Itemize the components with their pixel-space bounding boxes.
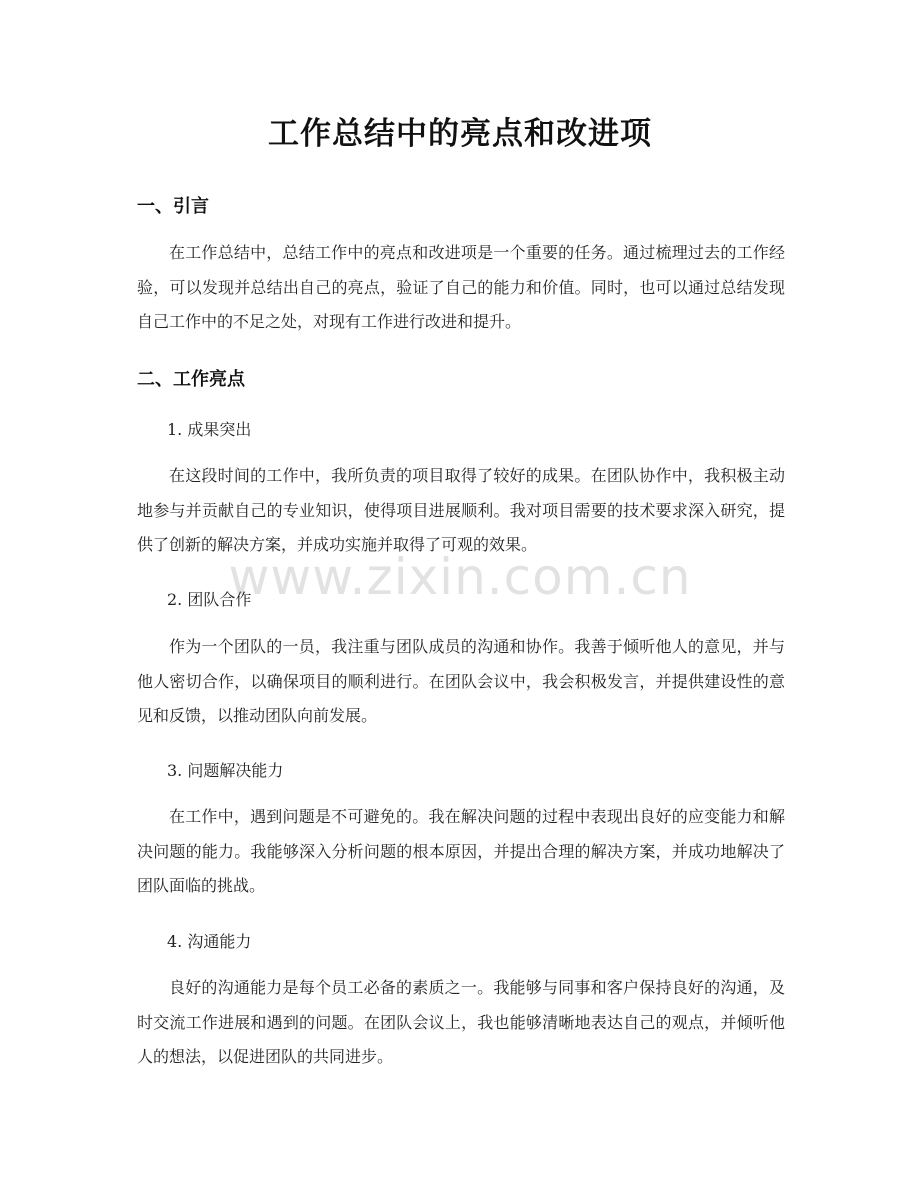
highlight-paragraph-3: 在工作中，遇到问题是不可避免的。我在解决问题的过程中表现出良好的应变能力和解决问题的能力。我能够深入分析问题的根本原因，并提出合理的解决方案，并成功地解决了团队面临的挑战。 [137,807,785,895]
page-title: 工作总结中的亮点和改进项 [268,116,652,152]
watermark: www.zixin.com.cn [228,548,692,606]
highlight-label-3: 3. 问题解决能力 [167,761,284,780]
highlight-label-4: 4. 沟通能力 [167,932,252,951]
highlight-label-2: 2. 团队合作 [167,590,252,609]
highlight-paragraph-4: 良好的沟通能力是每个员工必备的素质之一。我能够与同事和客户保持良好的沟通，及时交流工作进展和遇到的问题。在团队会议上，我也能够清晰地表达自己的观点，并倾听他人的想法，以促进团队的共同进步。 [137,978,785,1066]
section-heading-intro: 一、引言 [137,196,209,217]
intro-paragraph: 在工作总结中，总结工作中的亮点和改进项是一个重要的任务。通过梳理过去的工作经验，可以发现并总结出自己的亮点，验证了自己的能力和价值。同时，也可以通过总结发现自己工作中的不足之处，对现有工作进行改进和提升。 [137,243,785,331]
section-heading-highlights: 二、工作亮点 [137,369,245,390]
highlight-paragraph-1: 在这段时间的工作中，我所负责的项目取得了较好的成果。在团队协作中，我积极主动地参与并贡献自己的专业知识，使得项目进展顺利。我对项目需要的技术要求深入研究，提供了创新的解决方案，并成功实施并取得了可观的效果。 [137,466,785,554]
highlight-label-1: 1. 成果突出 [167,420,252,439]
highlight-paragraph-2: 作为一个团队的一员，我注重与团队成员的沟通和协作。我善于倾听他人的意见，并与他人密切合作，以确保项目的顺利进行。在团队会议中，我会积极发言，并提供建设性的意见和反馈，以推动团队向前发展。 [137,637,785,725]
